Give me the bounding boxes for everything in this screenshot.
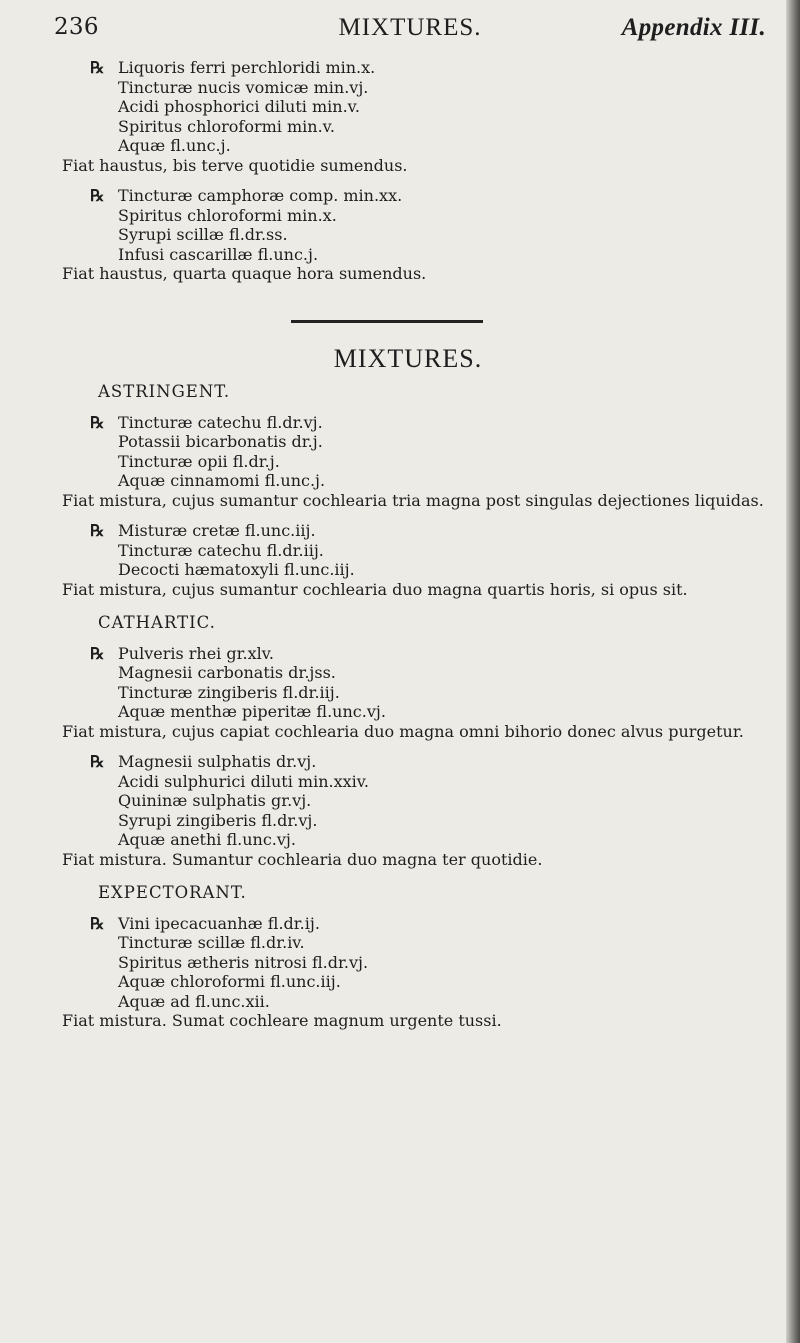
directions: Fiat mistura, cujus sumantur cochlearia tria magna post singulas dejectiones liquidas.	[62, 490, 764, 510]
prescription	[62, 643, 766, 742]
running-header	[54, 14, 766, 48]
ingredient-line: Magnesii carbonatis dr.jss.	[118, 663, 336, 682]
ingredient-line: Spiritus ætheris nitrosi fl.dr.vj.	[118, 952, 369, 972]
page-content	[62, 58, 766, 1031]
page-edge-shadow	[786, 0, 800, 1343]
ingredient-line: Acidi sulphurici diluti min.xxiv.	[118, 771, 369, 791]
ingredient-line: Acidi phosphorici diluti min.v.	[118, 97, 360, 116]
recipe-symbol: ℞	[90, 521, 105, 540]
ingredient-line: Syrupi zingiberis fl.dr.vj.	[118, 810, 318, 830]
ingredient-line: Tincturæ opii fl.dr.j.	[118, 451, 280, 471]
ingredient-line: Tincturæ catechu fl.dr.iij.	[118, 540, 324, 560]
ingredient-line: Tincturæ camphoræ comp. min.xx.	[118, 186, 403, 205]
subheading-expectorant: EXPECTORANT.	[98, 883, 247, 902]
recipe-symbol: ℞	[90, 913, 105, 933]
ingredient-line: Vini ipecacuanhæ fl.dr.ij.	[118, 913, 320, 933]
ingredient-line: Aquæ ad fl.unc.xii.	[118, 991, 270, 1011]
ingredient-line: Quininæ sulphatis gr.vj.	[118, 791, 312, 810]
recipe-symbol: ℞	[90, 186, 105, 205]
ingredient-line: Tincturæ zingiberis fl.dr.iij.	[118, 682, 340, 702]
ingredient-line: Magnesii sulphatis dr.vj.	[118, 752, 317, 771]
ingredient-line: Aquæ menthæ piperitæ fl.unc.vj.	[118, 702, 386, 721]
directions: Fiat mistura, cujus sumantur cochlearia duo magna quartis horis, si opus sit.	[62, 579, 688, 599]
running-title: MIXTURES.	[338, 14, 482, 41]
prescription	[62, 913, 766, 1031]
section-title: MIXTURES.	[333, 343, 483, 373]
ingredient-line: Syrupi scillæ fl.dr.ss.	[118, 225, 288, 244]
recipe-symbol: ℞	[90, 58, 105, 77]
directions: Fiat mistura, cujus capiat cochlearia duo magna omni bihorio donec alvus purgetur.	[62, 721, 744, 741]
subheading-astringent: ASTRINGENT.	[98, 382, 231, 401]
ingredient-line: Aquæ chloroformi fl.unc.iij.	[118, 972, 341, 991]
directions: Fiat haustus, bis terve quotidie sumendus.	[62, 155, 408, 175]
directions: Fiat mistura. Sumat cochleare magnum urgente tussi.	[62, 1011, 502, 1030]
directions: Fiat haustus, quarta quaque hora sumendus.	[62, 264, 427, 283]
prescription	[62, 58, 766, 175]
recipe-symbol: ℞	[90, 643, 105, 663]
prescription	[62, 186, 766, 284]
ingredient-line: Decocti hæmatoxyli fl.unc.iij.	[118, 560, 355, 579]
ingredient-line: Infusi cascarillæ fl.unc.j.	[118, 244, 319, 264]
ingredient-line: Pulveris rhei gr.xlv.	[118, 643, 274, 663]
appendix-label: Appendix III.	[621, 14, 766, 41]
ingredient-line: Liquoris ferri perchloridi min.x.	[118, 58, 376, 77]
prescription	[62, 412, 766, 511]
ingredient-line: Spiritus chloroformi min.v.	[118, 116, 335, 136]
section-divider	[291, 320, 483, 323]
recipe-symbol: ℞	[90, 412, 105, 432]
subheading-cathartic: CATHARTIC.	[98, 613, 216, 632]
ingredient-line: Tincturæ catechu fl.dr.vj.	[118, 412, 323, 432]
ingredient-line: Potassii bicarbonatis dr.j.	[118, 432, 323, 451]
recipe-symbol: ℞	[90, 752, 105, 771]
ingredient-line: Tincturæ nucis vomicæ min.vj.	[118, 77, 369, 97]
page-number: 236	[54, 14, 99, 40]
ingredient-line: Misturæ cretæ fl.unc.iij.	[118, 521, 316, 540]
ingredient-line: Aquæ cinnamomi fl.unc.j.	[118, 471, 326, 490]
prescription	[62, 752, 766, 869]
prescription	[62, 521, 766, 599]
directions: Fiat mistura. Sumantur cochlearia duo magna ter quotidie.	[62, 849, 543, 869]
ingredient-line: Tincturæ scillæ fl.dr.iv.	[118, 933, 305, 952]
ingredient-line: Aquæ anethi fl.unc.vj.	[118, 830, 296, 849]
ingredient-line: Spiritus chloroformi min.x.	[118, 205, 337, 225]
ingredient-line: Aquæ fl.unc.j.	[118, 136, 231, 155]
